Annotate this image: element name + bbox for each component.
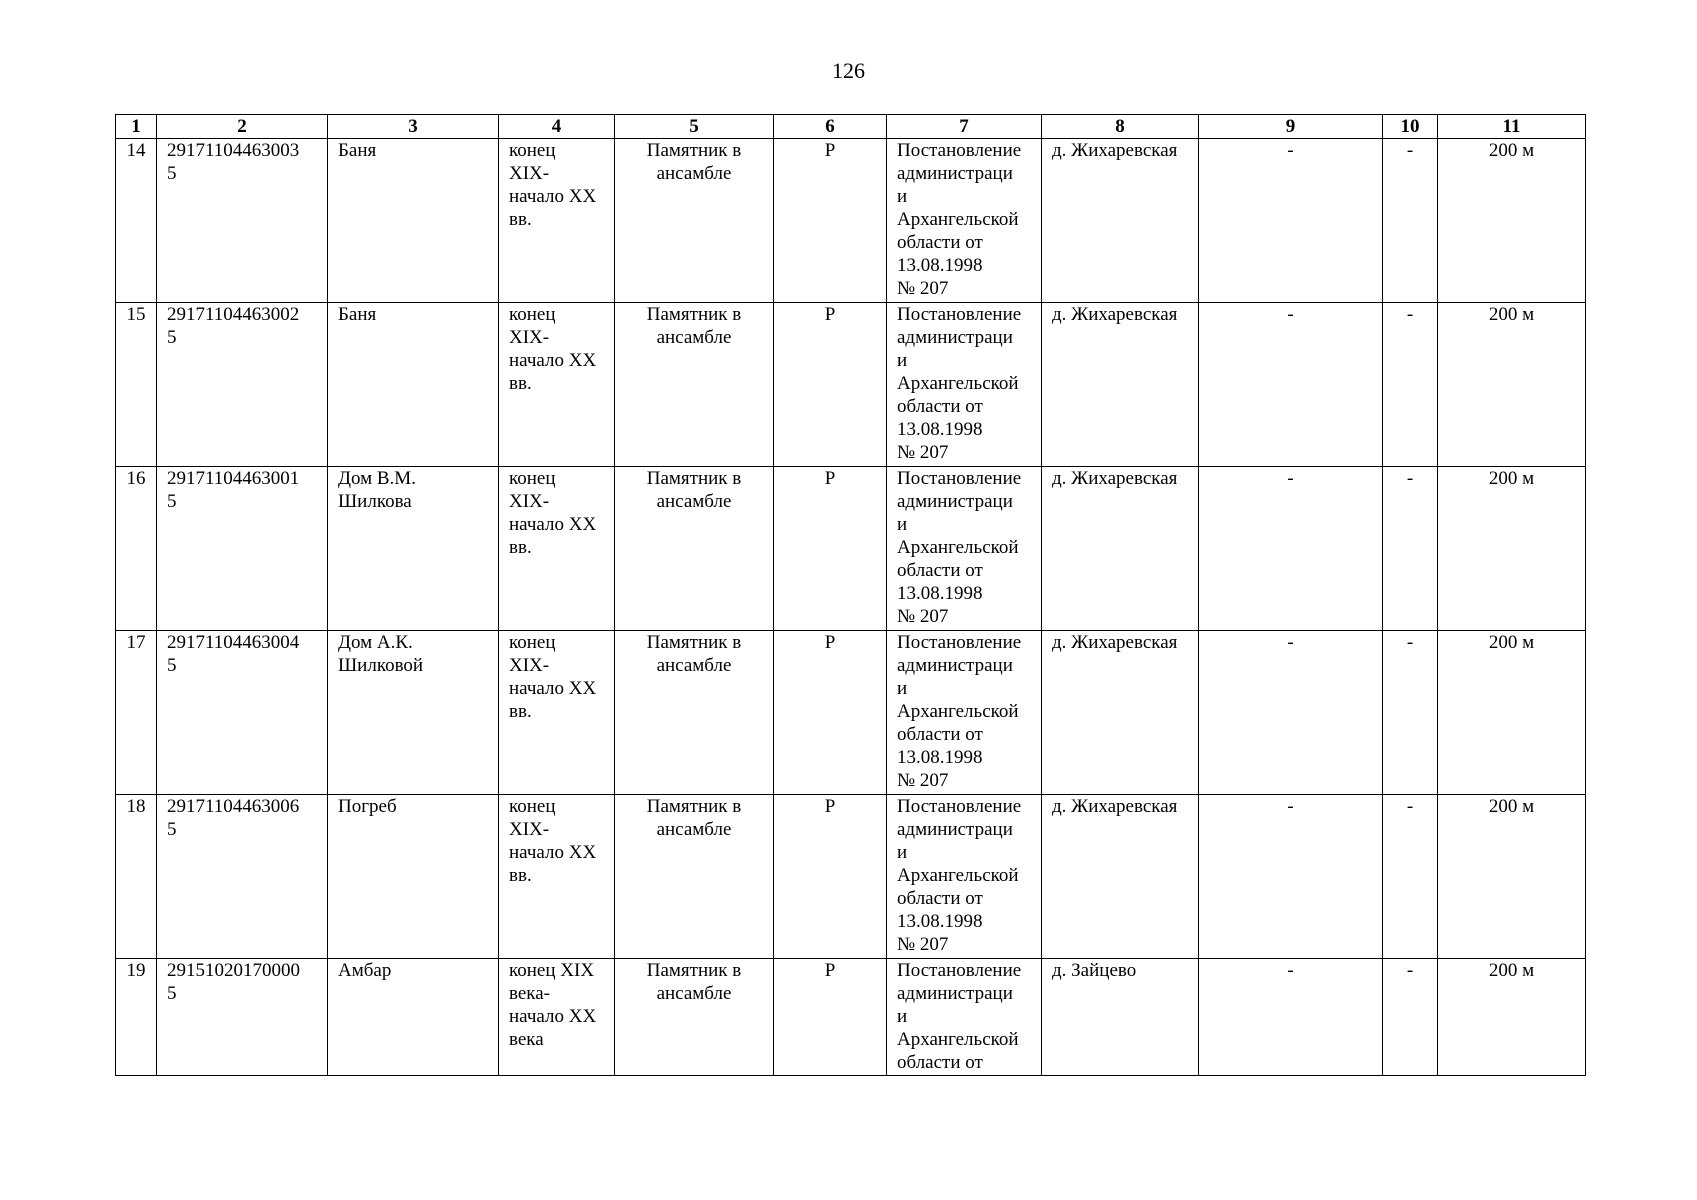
- location-cell: д. Зайцево: [1042, 959, 1199, 1076]
- column-10-cell: -: [1383, 303, 1438, 467]
- significance-category-cell: Р: [774, 467, 887, 631]
- table-row: [116, 631, 1586, 795]
- object-type-cell: Памятник в ансамбле: [615, 795, 774, 959]
- column-header: 1: [116, 115, 157, 139]
- location-cell: д. Жихаревская: [1042, 631, 1199, 795]
- dating-cell: конец XIX века- начало XX века: [499, 959, 615, 1076]
- column-header: 3: [328, 115, 499, 139]
- object-name-cell: Дом В.М. Шилкова: [328, 467, 499, 631]
- column-9-cell: -: [1199, 631, 1383, 795]
- heritage-registry-table: [115, 114, 1586, 1076]
- row-number-cell: 19: [116, 959, 157, 1076]
- column-header: 8: [1042, 115, 1199, 139]
- significance-category-cell: Р: [774, 139, 887, 303]
- column-10-cell: -: [1383, 959, 1438, 1076]
- column-9-cell: -: [1199, 795, 1383, 959]
- significance-category-cell: Р: [774, 631, 887, 795]
- legal-act-cell: Постановление администраци и Архангельской области от 13.08.1998 № 207: [887, 467, 1042, 631]
- column-9-cell: -: [1199, 467, 1383, 631]
- column-10-cell: -: [1383, 467, 1438, 631]
- dating-cell: конец XIX- начало XX вв.: [499, 139, 615, 303]
- legal-act-cell: Постановление администраци и Архангельской области от 13.08.1998 № 207: [887, 303, 1042, 467]
- row-number-cell: 18: [116, 795, 157, 959]
- legal-act-cell: Постановление администраци и Архангельской области от 13.08.1998 № 207: [887, 631, 1042, 795]
- dating-cell: конец XIX- начало XX вв.: [499, 631, 615, 795]
- column-9-cell: -: [1199, 303, 1383, 467]
- dating-cell: конец XIX- начало XX вв.: [499, 303, 615, 467]
- protection-zone-cell: 200 м: [1438, 303, 1586, 467]
- protection-zone-cell: 200 м: [1438, 631, 1586, 795]
- row-number-cell: 14: [116, 139, 157, 303]
- registry-number-cell: 29171104463004 5: [157, 631, 328, 795]
- column-header: 10: [1383, 115, 1438, 139]
- table-row: [116, 959, 1586, 1076]
- significance-category-cell: Р: [774, 303, 887, 467]
- object-name-cell: Погреб: [328, 795, 499, 959]
- object-type-cell: Памятник в ансамбле: [615, 959, 774, 1076]
- page-number: 126: [832, 58, 865, 83]
- table-row: [116, 303, 1586, 467]
- table-row: [116, 795, 1586, 959]
- row-number-cell: 16: [116, 467, 157, 631]
- object-name-cell: Баня: [328, 303, 499, 467]
- legal-act-cell: Постановление администраци и Архангельской области от 13.08.1998 № 207: [887, 139, 1042, 303]
- object-type-cell: Памятник в ансамбле: [615, 467, 774, 631]
- registry-number-cell: 29151020170000 5: [157, 959, 328, 1076]
- dating-cell: конец XIX- начало XX вв.: [499, 467, 615, 631]
- column-number-header-row: [116, 115, 1586, 139]
- column-header: 2: [157, 115, 328, 139]
- registry-number-cell: 29171104463003 5: [157, 139, 328, 303]
- significance-category-cell: Р: [774, 795, 887, 959]
- object-type-cell: Памятник в ансамбле: [615, 139, 774, 303]
- row-number-cell: 17: [116, 631, 157, 795]
- table-row: [116, 467, 1586, 631]
- object-type-cell: Памятник в ансамбле: [615, 631, 774, 795]
- legal-act-cell: Постановление администраци и Архангельской области от: [887, 959, 1042, 1076]
- row-number-cell: 15: [116, 303, 157, 467]
- registry-number-cell: 29171104463002 5: [157, 303, 328, 467]
- column-header: 5: [615, 115, 774, 139]
- column-10-cell: -: [1383, 139, 1438, 303]
- legal-act-cell: Постановление администраци и Архангельской области от 13.08.1998 № 207: [887, 795, 1042, 959]
- table-row: [116, 139, 1586, 303]
- registry-number-cell: 29171104463006 5: [157, 795, 328, 959]
- column-9-cell: -: [1199, 139, 1383, 303]
- registry-number-cell: 29171104463001 5: [157, 467, 328, 631]
- dating-cell: конец XIX- начало XX вв.: [499, 795, 615, 959]
- protection-zone-cell: 200 м: [1438, 795, 1586, 959]
- object-name-cell: Баня: [328, 139, 499, 303]
- location-cell: д. Жихаревская: [1042, 795, 1199, 959]
- column-header: 9: [1199, 115, 1383, 139]
- column-header: 7: [887, 115, 1042, 139]
- object-name-cell: Амбар: [328, 959, 499, 1076]
- protection-zone-cell: 200 м: [1438, 959, 1586, 1076]
- column-header: 6: [774, 115, 887, 139]
- column-header: 4: [499, 115, 615, 139]
- object-type-cell: Памятник в ансамбле: [615, 303, 774, 467]
- location-cell: д. Жихаревская: [1042, 303, 1199, 467]
- column-10-cell: -: [1383, 631, 1438, 795]
- protection-zone-cell: 200 м: [1438, 467, 1586, 631]
- location-cell: д. Жихаревская: [1042, 139, 1199, 303]
- column-9-cell: -: [1199, 959, 1383, 1076]
- column-10-cell: -: [1383, 795, 1438, 959]
- significance-category-cell: Р: [774, 959, 887, 1076]
- column-header: 11: [1438, 115, 1586, 139]
- location-cell: д. Жихаревская: [1042, 467, 1199, 631]
- protection-zone-cell: 200 м: [1438, 139, 1586, 303]
- object-name-cell: Дом А.К. Шилковой: [328, 631, 499, 795]
